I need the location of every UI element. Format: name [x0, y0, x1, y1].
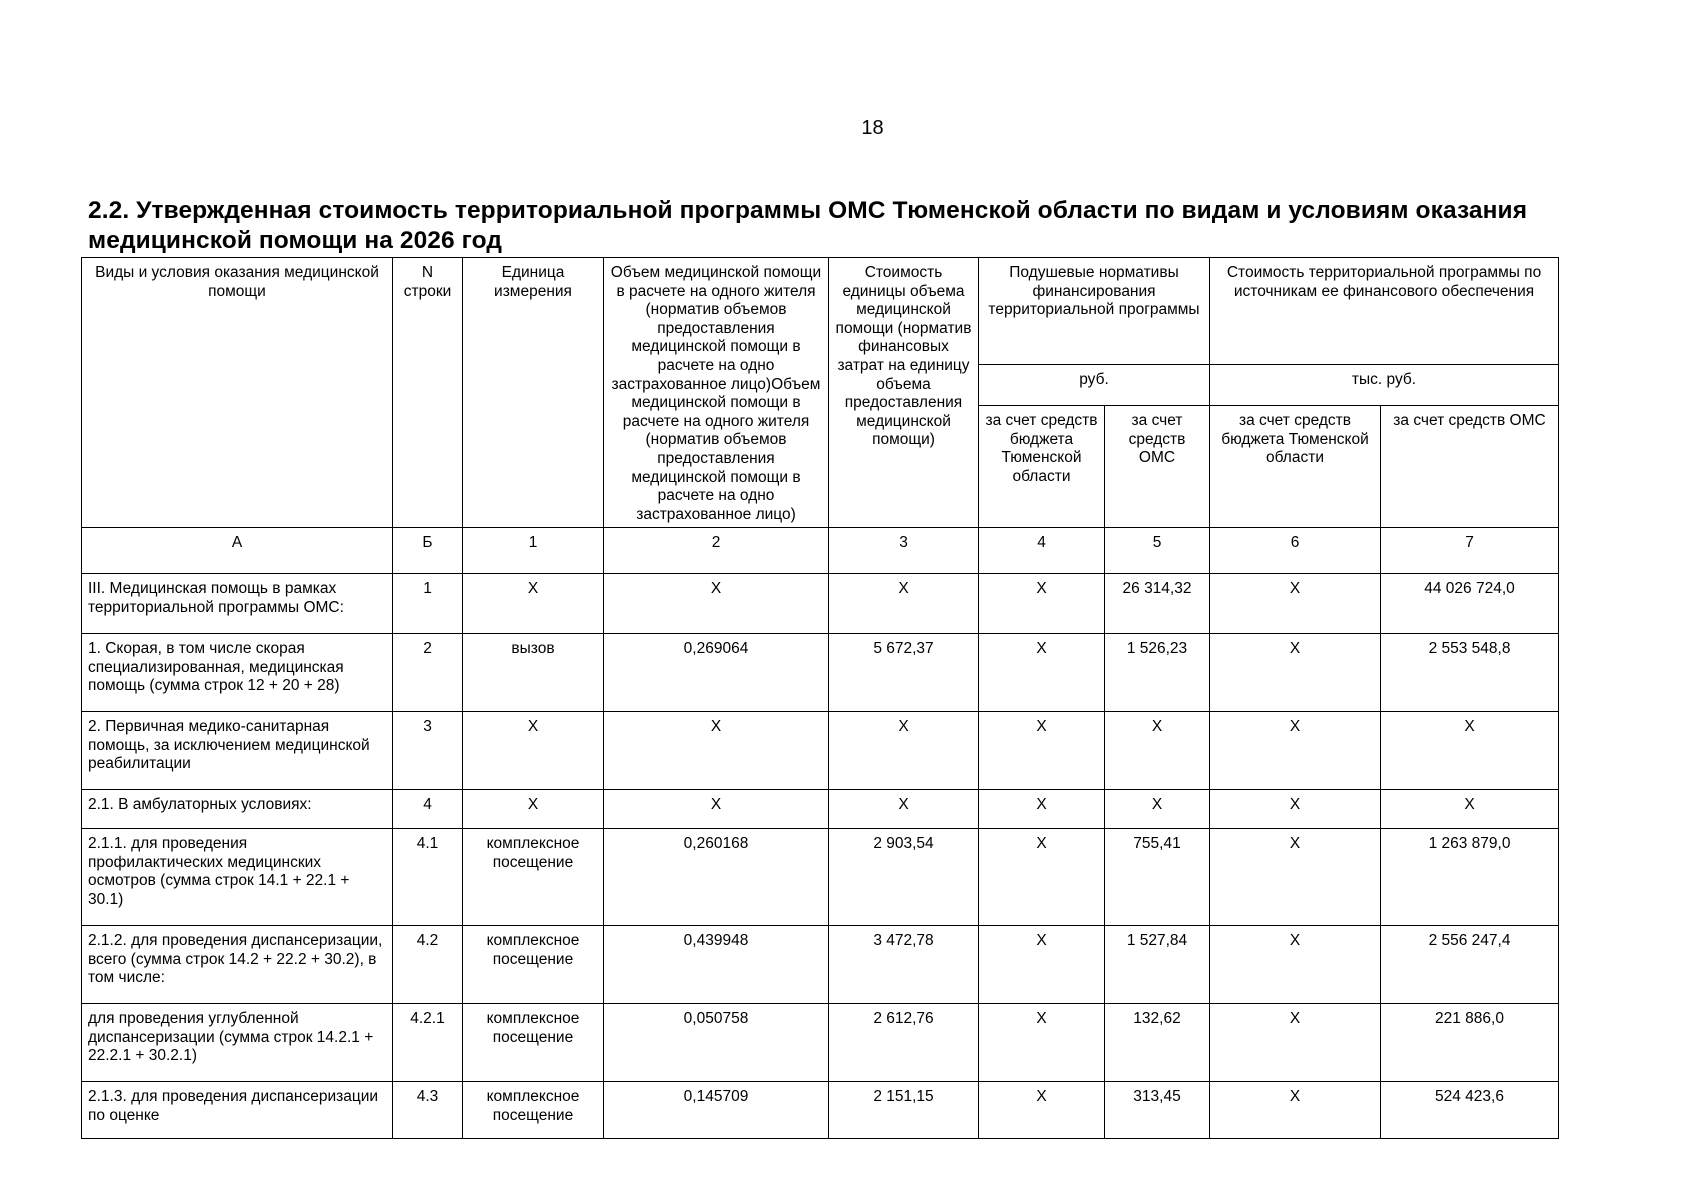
table-cell: X — [829, 574, 979, 634]
table-cell: X — [604, 712, 829, 790]
table-row — [82, 634, 1559, 712]
table-row — [82, 712, 1559, 790]
table-cell: X — [979, 829, 1105, 926]
column-number: 1 — [463, 528, 604, 574]
table-row — [82, 574, 1559, 634]
table-row — [82, 926, 1559, 1004]
table-cell-description: 1. Скорая, в том числе скорая специализированная, медицинская помощь (сумма строк 12 + 20 + 28) — [82, 634, 393, 712]
column-number: Б — [393, 528, 463, 574]
header-unit-cost: Стоимость единицы объема медицинской помощи (норматив финансовых затрат на единицу объема предоставления медицинской помощи) — [829, 258, 979, 528]
header-per-capita-group: Подушевые нормативы финансирования территориальной программы — [979, 258, 1210, 365]
table-cell-description: для проведения углубленной диспансеризации (сумма строк 14.2.1 + 22.2.1 + 30.2.1) — [82, 1004, 393, 1082]
table-cell: X — [979, 1082, 1105, 1139]
table-cell: X — [1210, 790, 1381, 829]
header-row — [82, 258, 1559, 365]
column-number: 4 — [979, 528, 1105, 574]
table-cell: X — [1210, 926, 1381, 1004]
table-cell: 26 314,32 — [1105, 574, 1210, 634]
header-cost-group: Стоимость территориальной программы по источникам ее финансового обеспечения — [1210, 258, 1559, 365]
table-cell: X — [1381, 712, 1559, 790]
table-cell: 4.2 — [393, 926, 463, 1004]
table-cell: комплексное посещение — [463, 1004, 604, 1082]
table-cell: 3 472,78 — [829, 926, 979, 1004]
column-number: 3 — [829, 528, 979, 574]
header-col-6: за счет средств бюджета Тюменской области — [1210, 406, 1381, 528]
table-cell-description: 2. Первичная медико-санитарная помощь, за исключением медицинской реабилитации — [82, 712, 393, 790]
table-cell: 2 903,54 — [829, 829, 979, 926]
table-cell: X — [1210, 1004, 1381, 1082]
table-cell-description: 2.1.3. для проведения диспансеризации по оценке — [82, 1082, 393, 1139]
column-number: 6 — [1210, 528, 1381, 574]
header-unit-rub: руб. — [979, 365, 1210, 406]
table-cell: комплексное посещение — [463, 829, 604, 926]
header-volume: Объем медицинской помощи в расчете на одного жителя (норматив объемов предоставления медицинской помощи в расчете на одно застрахованное лицо)Объем медицинской помощи в расчете на одного жителя (норматив объемов предоставления медицинской помощи в расчете на одно застрахованное лицо) — [604, 258, 829, 528]
table-cell: 1 — [393, 574, 463, 634]
table-cell-description: 2.1. В амбулаторных условиях: — [82, 790, 393, 829]
table-cell: 221 886,0 — [1381, 1004, 1559, 1082]
table-cell: X — [1210, 829, 1381, 926]
table-cell: комплексное посещение — [463, 926, 604, 1004]
table-cell: 2 151,15 — [829, 1082, 979, 1139]
table-cell: 1 526,23 — [1105, 634, 1210, 712]
table-cell: X — [979, 926, 1105, 1004]
header-row-number: N строки — [393, 258, 463, 528]
table-cell: X — [979, 634, 1105, 712]
table-cell-description: 2.1.1. для проведения профилактических медицинских осмотров (сумма строк 14.1 + 22.1 + 30.1) — [82, 829, 393, 926]
document-title: 2.2. Утвержденная стоимость территориальной программы ОМС Тюменской области по видам и условиям оказания медицинской помощи на 2026 год — [88, 197, 1528, 254]
table-cell: 313,45 — [1105, 1082, 1210, 1139]
column-number: А — [82, 528, 393, 574]
table-cell: X — [979, 712, 1105, 790]
table-cell: X — [463, 712, 604, 790]
table-cell: X — [979, 790, 1105, 829]
table-cell: 524 423,6 — [1381, 1082, 1559, 1139]
column-number: 7 — [1381, 528, 1559, 574]
table-cell: комплексное посещение — [463, 1082, 604, 1139]
table-cell: 2 612,76 — [829, 1004, 979, 1082]
table-cell: 0,260168 — [604, 829, 829, 926]
table-row — [82, 1082, 1559, 1139]
column-number: 5 — [1105, 528, 1210, 574]
table-cell: X — [1381, 790, 1559, 829]
table-cell: вызов — [463, 634, 604, 712]
table-cell: 0,439948 — [604, 926, 829, 1004]
header-col-4: за счет средств бюджета Тюменской области — [979, 406, 1105, 528]
table-cell: 4.3 — [393, 1082, 463, 1139]
table-cell: 4.1 — [393, 829, 463, 926]
table-cell: X — [1210, 634, 1381, 712]
table-cell: X — [1105, 790, 1210, 829]
table-cell: X — [979, 1004, 1105, 1082]
table-cell-description: III. Медицинская помощь в рамках территориальной программы ОМС: — [82, 574, 393, 634]
table-cell: 0,269064 — [604, 634, 829, 712]
table-cell: X — [1105, 712, 1210, 790]
table-cell: 3 — [393, 712, 463, 790]
table-body — [82, 574, 1559, 1139]
header-unit-thousand-rub: тыс. руб. — [1210, 365, 1559, 406]
table-cell: 1 527,84 — [1105, 926, 1210, 1004]
cost-table — [81, 257, 1559, 1139]
table-cell: X — [463, 790, 604, 829]
table-cell: 4.2.1 — [393, 1004, 463, 1082]
table-cell: 5 672,37 — [829, 634, 979, 712]
table-cell: 4 — [393, 790, 463, 829]
table-cell: 2 556 247,4 — [1381, 926, 1559, 1004]
table-cell: 2 — [393, 634, 463, 712]
table-cell: X — [979, 574, 1105, 634]
table-row — [82, 829, 1559, 926]
header-services: Виды и условия оказания медицинской помощи — [82, 258, 393, 528]
table-cell: X — [1210, 574, 1381, 634]
page-number: 18 — [861, 117, 884, 139]
table-row — [82, 1004, 1559, 1082]
table-cell: 755,41 — [1105, 829, 1210, 926]
table-cell: X — [604, 790, 829, 829]
table-cell: 1 263 879,0 — [1381, 829, 1559, 926]
table-row — [82, 790, 1559, 829]
table-cell: X — [463, 574, 604, 634]
table-cell-description: 2.1.2. для проведения диспансеризации, всего (сумма строк 14.2 + 22.2 + 30.2), в том числе: — [82, 926, 393, 1004]
column-number-row — [82, 528, 1559, 574]
table-cell: 2 553 548,8 — [1381, 634, 1559, 712]
table-cell: 0,145709 — [604, 1082, 829, 1139]
table-cell: 0,050758 — [604, 1004, 829, 1082]
table-cell: X — [1210, 712, 1381, 790]
table-cell: X — [1210, 1082, 1381, 1139]
header-unit: Единица измерения — [463, 258, 604, 528]
table-cell: X — [829, 790, 979, 829]
column-number: 2 — [604, 528, 829, 574]
table-cell: 132,62 — [1105, 1004, 1210, 1082]
header-col-7: за счет средств ОМС — [1381, 406, 1559, 528]
table-cell: 44 026 724,0 — [1381, 574, 1559, 634]
table-cell: X — [604, 574, 829, 634]
table-cell: X — [829, 712, 979, 790]
header-col-5: за счет средств ОМС — [1105, 406, 1210, 528]
